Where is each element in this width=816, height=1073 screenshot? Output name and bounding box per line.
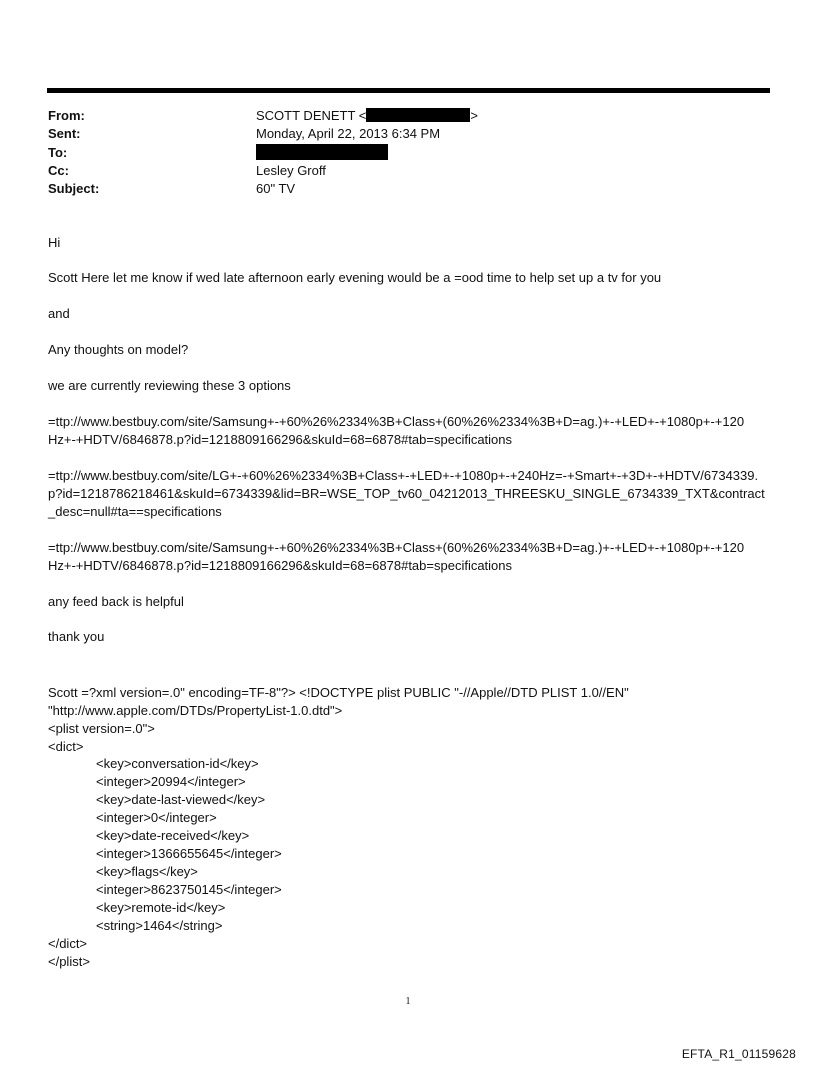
sent-value: Monday, April 22, 2013 6:34 PM <box>256 126 441 141</box>
from-close: > <box>470 108 478 123</box>
xml-line: <key>conversation-id</key> <box>96 756 259 771</box>
to-label: To: <box>48 145 68 160</box>
from-label: From: <box>48 108 85 123</box>
top-divider <box>47 88 770 93</box>
page-number: 1 <box>405 996 411 1007</box>
xml-line: "http://www.apple.com/DTDs/PropertyList-1.0.dtd"> <box>48 703 343 718</box>
xml-line: Scott =?xml version=.0" encoding=TF-8"?> <!DOCTYPE plist PUBLIC "-//Apple//DTD PLIST 1.0//EN" <box>48 685 629 700</box>
redaction-box <box>256 144 388 160</box>
xml-line: <key>date-last-viewed</key> <box>96 792 266 807</box>
redaction-box <box>366 108 470 122</box>
product-link: =ttp://www.bestbuy.com/site/LG+-+60%26%2334%3B+Class+-+LED+-+1080p+-+240Hz=-+Smart+-+3D+-+HDTV/6734339.p?id=1218786218461&skuId=6734339&lid=BR=WSE_TOP_tv60_04212013_THREESKU_SINGLE_6734339_TXT&contract_desc=null#ta==specifications <box>48 468 765 519</box>
xml-line: <integer>8623750145</integer> <box>96 882 282 897</box>
xml-line: <string>1464</string> <box>96 918 223 933</box>
from-value <box>256 108 478 123</box>
xml-line: <integer>20994</integer> <box>96 774 246 789</box>
to-value <box>256 144 388 161</box>
body-paragraph: we are currently reviewing these 3 options <box>48 378 291 393</box>
xml-line: <dict> <box>48 739 84 754</box>
xml-line: </dict> <box>48 936 88 951</box>
product-link: =ttp://www.bestbuy.com/site/Samsung+-+60%26%2334%3B+Class+(60%26%2334%3B+D=ag.)+-+LED+-+1080p+-+120Hz+-+HDTV/6846878.p?id=1218809166296&skuId=68=6878#tab=specifications <box>48 414 745 447</box>
cc-value: Lesley Groff <box>256 163 326 178</box>
body-paragraph: and <box>48 306 70 321</box>
xml-line: <key>flags</key> <box>96 864 198 879</box>
product-link: =ttp://www.bestbuy.com/site/Samsung+-+60%26%2334%3B+Class+(60%26%2334%3B+D=ag.)+-+LED+-+1080p+-+120Hz+-+HDTV/6846878.p?id=1218809166296&skuId=68=6878#tab=specifications <box>48 540 745 573</box>
subject-label: Subject: <box>48 181 100 196</box>
xml-line: <integer>0</integer> <box>96 810 217 825</box>
xml-line: <integer>1366655645</integer> <box>96 846 282 861</box>
sent-label: Sent: <box>48 126 81 141</box>
xml-line: <plist version=.0"> <box>48 721 155 736</box>
xml-line: </plist> <box>48 954 90 969</box>
body-paragraph: thank you <box>48 629 105 644</box>
subject-value: 60" TV <box>256 181 296 196</box>
body-paragraph: Any thoughts on model? <box>48 342 189 357</box>
cc-label: Cc: <box>48 163 69 178</box>
from-name: SCOTT DENETT < <box>256 108 367 123</box>
greeting: Hi <box>48 235 61 250</box>
bates-number: EFTA_R1_01159628 <box>681 1047 796 1061</box>
xml-line: <key>remote-id</key> <box>96 900 226 915</box>
body-paragraph: any feed back is helpful <box>48 594 184 609</box>
xml-line: <key>date-received</key> <box>96 828 250 843</box>
body-paragraph: Scott Here let me know if wed late afternoon early evening would be a =ood time to help set up a tv for you <box>48 270 662 285</box>
